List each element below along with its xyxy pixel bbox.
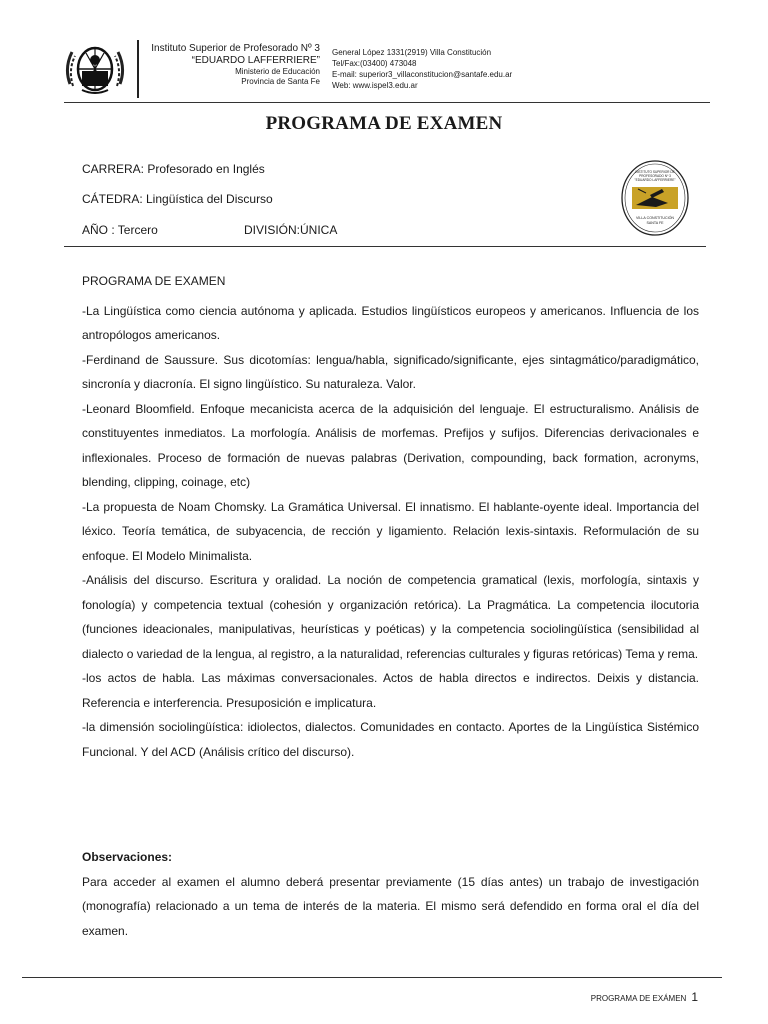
observations-text: Para acceder al examen el alumno deberá presentar previamente (15 días antes) un trabajo de investigación (monografía) relacionado a un tema de interés de la materia. El mismo será defendido en forma oral el día del examen. — [82, 874, 699, 938]
letterhead — [64, 38, 710, 100]
svg-text:VILLA CONSTITUCIÓN: VILLA CONSTITUCIÓN — [636, 216, 674, 220]
catedra-field: CÁTEDRA: Lingüística del Discurso — [82, 192, 273, 206]
division-field: DIVISIÓN:ÚNICA — [244, 223, 338, 237]
institution-block — [114, 43, 320, 86]
topic-paragraph: -La propuesta de Noam Chomsky. La Gramática Universal. El innatismo. El hablante-oyente ideal. Importancia del léxico. Teoría temática, de subyacencia, de rección y ligamiento. Relación lexis-sintaxis. Reformulación de su enfoque. El Modelo Minimalista. — [82, 499, 699, 563]
topic-paragraph: -la dimensión sociolingüística: idiolectos, dialectos. Comunidades en contacto. Aportes de la Lingüística Sistémico Funcional. Y del ACD (Análisis crítico del discurso). — [82, 720, 699, 759]
footer-label: PROGRAMA DE EXÁMEN — [590, 994, 687, 1003]
topic-paragraph: -Análisis del discurso. Escritura y oralidad. La noción de competencia gramatical (lexis, morfología, sintaxis y fonología) y competencia textual (cohesión y organización retórica). La Pragmática. La competencia ilocutoria (funciones ideacionales, manipulativas, heurísticas y poéticas) y la competencia sociolingüística (sensibilidad al dialecto o variedad de la lengua, al registro, a la naturalidad, referencias culturales y figuras retóricas) Tema y rema. — [82, 573, 699, 661]
province-line: Provincia de Santa Fe — [241, 76, 320, 86]
svg-text:"EDUARDO LAFFERRIERE": "EDUARDO LAFFERRIERE" — [634, 178, 676, 182]
phone-line: Tel/Fax:(03400) 473048 — [332, 59, 417, 68]
topic-paragraph: -Leonard Bloomfield. Enfoque mecanicista acerca de la adquisición del lenguaje. El estructuralismo. Análisis de constituyentes inmediatos. La morfología. Análisis de morfemas. Prefijos y sufijos. Diferencias derivacionales e inflexionales. Proceso de formación de nuevas palabras (Derivation, compounding, back formation, acronyms, blending, clipping, coinage, etc) — [82, 401, 699, 489]
section-heading: PROGRAMA DE EXAMEN — [82, 274, 226, 288]
svg-text:PROFESORADO Nº 3: PROFESORADO Nº 3 — [639, 174, 671, 178]
topic-paragraph: -Ferdinand de Saussure. Sus dicotomías: lengua/habla, significado/significante, ejes sintagmático/paradigmático, sincronía y diacronía. El signo lingüístico. Su naturaleza. Valor. — [82, 352, 699, 391]
address-line: General López 1331(2919) Villa Constitución — [332, 48, 492, 57]
program-content — [82, 269, 699, 764]
observations-section — [82, 845, 699, 943]
svg-text:INSTITUTO SUPERIOR DE: INSTITUTO SUPERIOR DE — [635, 170, 675, 174]
observations-title: Observaciones: — [82, 850, 173, 864]
institution-seal-icon — [620, 159, 690, 237]
institution-name: Instituto Superior de Profesorado Nº 3 — [151, 43, 320, 54]
carrera-field: CARRERA: Profesorado en Inglés — [82, 162, 265, 176]
topic-paragraph: -los actos de habla. Las máximas conversacionales. Actos de habla directos e indirectos. Deixis y distancia. Referencia e interferencia. Presuposición e implicatura. — [82, 671, 699, 710]
email-line[interactable]: E-mail: superior3_villaconstitucion@santafe.edu.ar — [332, 70, 513, 79]
info-rule — [64, 246, 706, 247]
anio-field: AÑO : Tercero — [82, 223, 158, 237]
page-footer — [591, 990, 698, 1004]
web-line[interactable]: Web: www.ispel3.edu.ar — [332, 81, 418, 90]
header-rule — [64, 102, 710, 103]
topic-paragraph: -La Lingüística como ciencia autónoma y aplicada. Estudios lingüísticos europeos y americanos. Influencia de los antropólogos americanos. — [82, 303, 699, 342]
svg-text:SANTA FE: SANTA FE — [646, 221, 664, 225]
contact-block — [332, 47, 512, 91]
ministry-line: Ministerio de Educación — [235, 67, 320, 76]
institution-subname: “EDUARDO LAFFERRIERE” — [191, 55, 320, 66]
page-title: PROGRAMA DE EXAMEN — [265, 113, 503, 134]
page-number: 1 — [691, 990, 698, 1004]
footer-rule — [22, 977, 722, 978]
